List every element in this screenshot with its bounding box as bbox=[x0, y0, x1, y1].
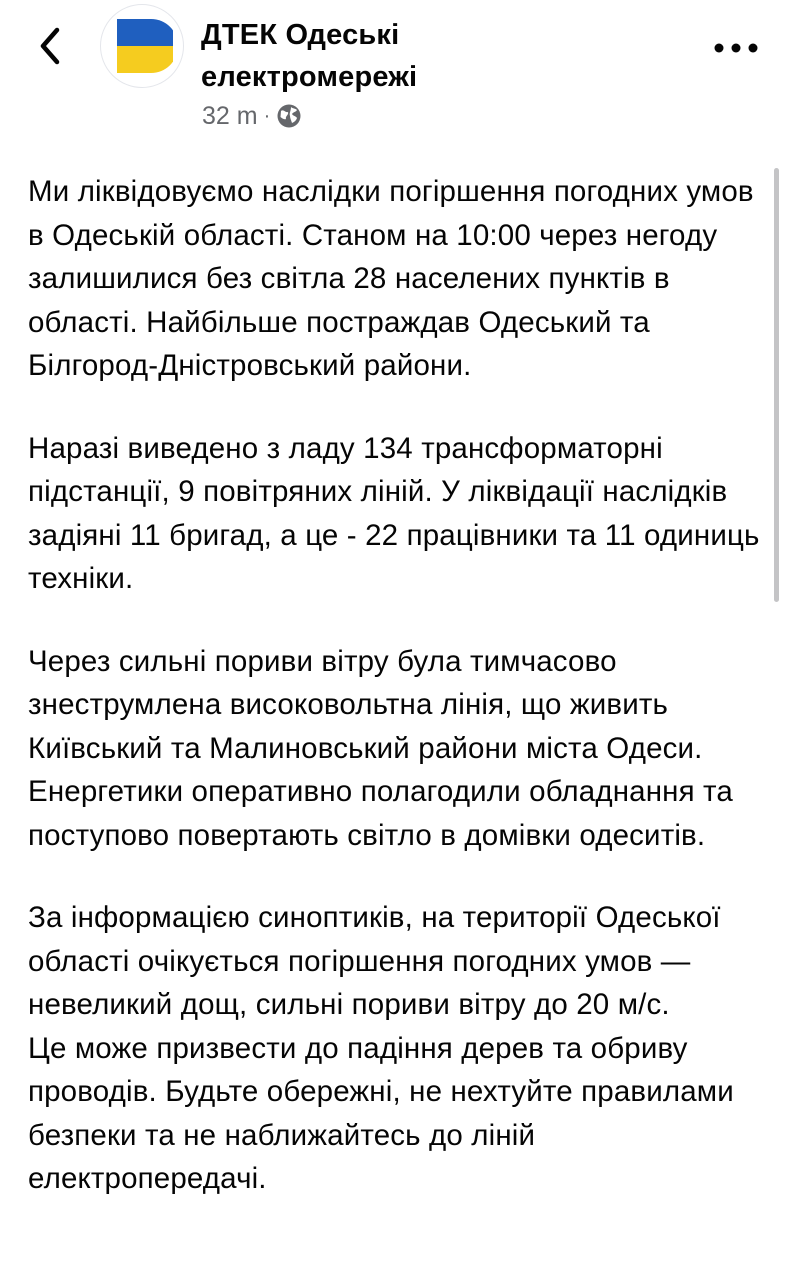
scrollbar[interactable] bbox=[774, 168, 779, 602]
more-horizontal-icon bbox=[713, 42, 759, 54]
post-time[interactable]: 32 m bbox=[202, 101, 258, 130]
page-name[interactable]: ДТЕК Одеські електромережі bbox=[201, 19, 418, 93]
meta-separator: · bbox=[263, 104, 271, 127]
ukraine-flag-avatar bbox=[111, 15, 173, 77]
chevron-left-icon bbox=[37, 26, 63, 66]
post-meta bbox=[202, 100, 302, 132]
globe-icon[interactable] bbox=[276, 103, 302, 129]
post-header bbox=[0, 0, 786, 150]
post-paragraph: Наразі виведено з ладу 134 трансформаторні підстанції, 9 повітряних ліній. У ліквідації наслідків задіяні 11 бригад, а це - 22 працівники та 11 одиниць техніки. bbox=[28, 431, 760, 595]
post-paragraph: Через сильні пориви вітру була тимчасово знеструмлена високовольтна лінія, що живить Київський та Малиновський райони міста Одеси. Енергетики оперативно полагодили обладнання та поступово повертають світло в домівки одеситів. bbox=[28, 644, 733, 852]
post-paragraph: За інформацією синоптиків, на території Одеської області очікується погіршення погодних умов — невеликий дощ, сильні пориви вітру до 20 м/с. Це може призвести до падіння дерев та обриву проводів. Будьте обережні, не нехтуйте правилами безпеки та не наближайтесь до ліній електропередачі. bbox=[28, 901, 734, 1195]
page-avatar[interactable] bbox=[100, 4, 184, 88]
post-paragraph: Ми ліквідовуємо наслідки погіршення погодних умов в Одеській області. Станом на 10:00 через негоду залишилися без світла 28 населених пунктів в області. Найбільше постраждав Одеський та Білгород-Дністровський райони. bbox=[28, 175, 754, 382]
back-button[interactable] bbox=[30, 24, 70, 68]
more-options-button[interactable] bbox=[712, 30, 760, 66]
post-body bbox=[28, 170, 766, 1201]
